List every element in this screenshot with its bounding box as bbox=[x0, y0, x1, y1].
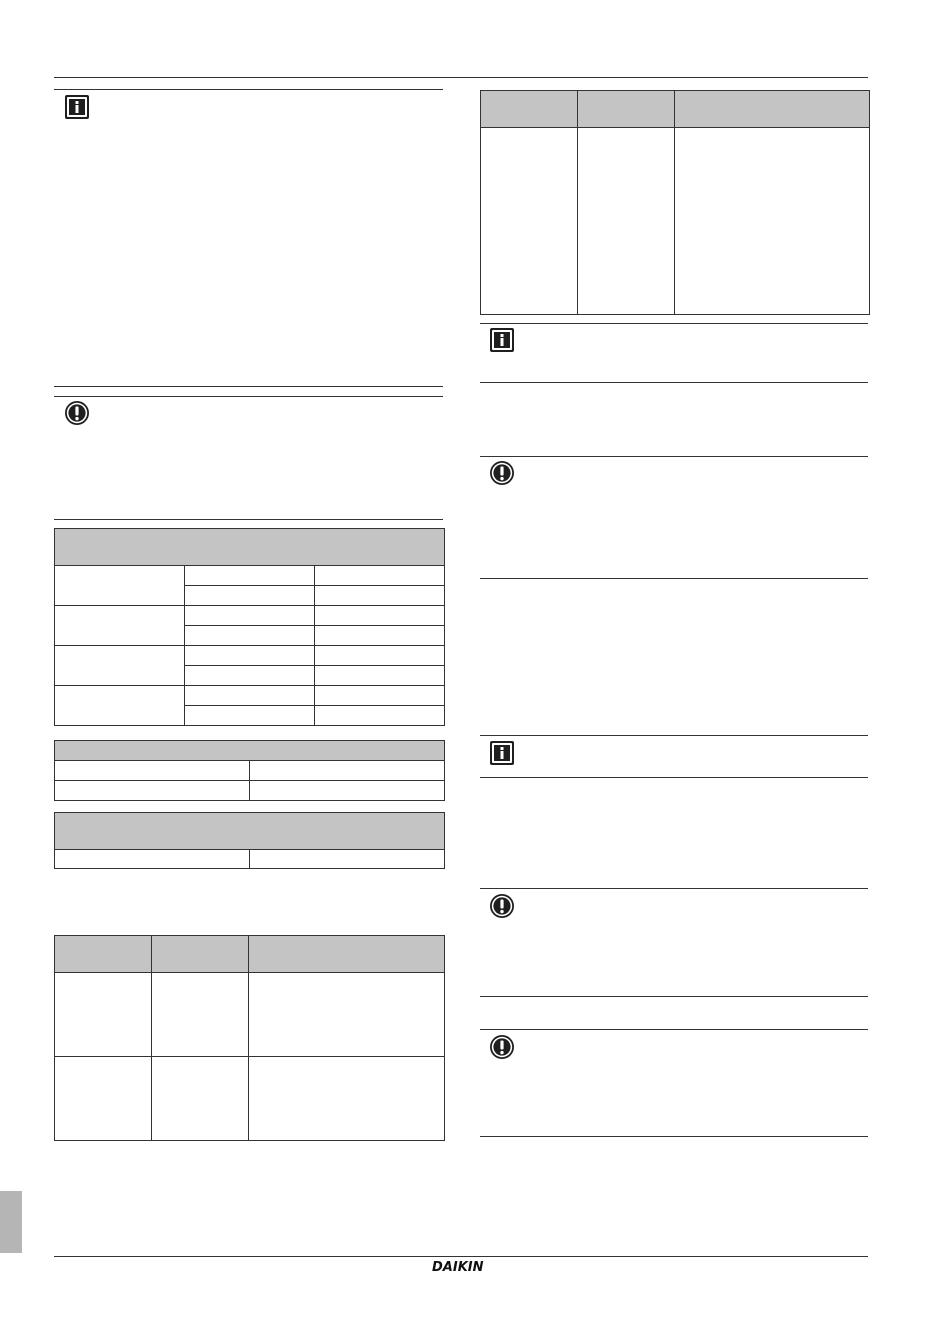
table-cell bbox=[55, 646, 185, 686]
table-cell bbox=[315, 706, 445, 726]
logo-text: DAIKIN bbox=[432, 1260, 484, 1274]
table-row bbox=[55, 850, 445, 869]
table-cell bbox=[55, 566, 185, 606]
exclamation-warning-icon bbox=[64, 400, 90, 426]
table-cell bbox=[152, 1057, 249, 1141]
table-cell bbox=[55, 761, 250, 781]
table-header-cell bbox=[152, 936, 249, 973]
table-row bbox=[55, 973, 445, 1057]
small-table-2 bbox=[54, 812, 445, 869]
table-cell bbox=[185, 666, 315, 686]
info-note-bottom-rule bbox=[480, 777, 868, 778]
table-cell bbox=[675, 128, 870, 315]
table-cell bbox=[315, 686, 445, 706]
daikin-logo-mark bbox=[431, 1258, 493, 1274]
table-cell bbox=[481, 128, 578, 315]
table-cell bbox=[55, 973, 152, 1057]
table-header-row bbox=[55, 741, 445, 761]
table-row bbox=[55, 686, 445, 706]
daikin-logo bbox=[431, 1258, 493, 1274]
small-table-1 bbox=[54, 740, 445, 801]
warning-note-bottom-rule bbox=[480, 578, 868, 579]
table-header-cell bbox=[55, 813, 445, 850]
table-cell bbox=[185, 606, 315, 626]
table-cell bbox=[185, 686, 315, 706]
warning-note-bottom-rule bbox=[480, 996, 868, 997]
info-icon bbox=[64, 94, 90, 120]
info-note-top-rule bbox=[480, 323, 868, 324]
table-header-row bbox=[55, 813, 445, 850]
warning-note-top-rule bbox=[480, 888, 868, 889]
table-cell bbox=[185, 566, 315, 586]
table-cell bbox=[55, 686, 185, 726]
table-cell bbox=[315, 666, 445, 686]
header-rule bbox=[54, 77, 868, 78]
table-header-cell bbox=[55, 936, 152, 973]
table-cell bbox=[315, 586, 445, 606]
table-header-cell bbox=[55, 529, 445, 566]
info-note-top-rule bbox=[54, 89, 443, 90]
table-header-cell bbox=[481, 91, 578, 128]
table-cell bbox=[185, 586, 315, 606]
info-icon bbox=[489, 327, 515, 353]
table-row bbox=[55, 606, 445, 626]
exclamation-warning-icon bbox=[489, 1034, 515, 1060]
table-cell bbox=[55, 1057, 152, 1141]
table-cell bbox=[55, 606, 185, 646]
table-cell bbox=[185, 626, 315, 646]
table-cell bbox=[578, 128, 675, 315]
warning-note-top-rule bbox=[480, 1029, 868, 1030]
table-row bbox=[55, 646, 445, 666]
table-cell bbox=[185, 706, 315, 726]
info-note-bottom-rule bbox=[54, 386, 443, 387]
footer-rule bbox=[54, 1256, 868, 1257]
table-cell bbox=[185, 646, 315, 666]
warning-note-top-rule bbox=[54, 396, 443, 397]
table-row bbox=[55, 761, 445, 781]
table-cell bbox=[315, 606, 445, 626]
table-header-cell bbox=[675, 91, 870, 128]
table-cell bbox=[315, 646, 445, 666]
table-header-cell bbox=[249, 936, 445, 973]
table-cell bbox=[315, 566, 445, 586]
info-note-bottom-rule bbox=[480, 382, 868, 383]
grouped-table bbox=[54, 528, 445, 726]
table-row bbox=[55, 1057, 445, 1141]
table-cell bbox=[55, 781, 250, 801]
table-header-cell bbox=[55, 741, 445, 761]
table-cell bbox=[315, 626, 445, 646]
table-cell bbox=[55, 850, 250, 869]
table-row bbox=[55, 566, 445, 586]
info-icon bbox=[489, 740, 515, 766]
table-cell bbox=[250, 850, 445, 869]
table-cell bbox=[250, 761, 445, 781]
exclamation-warning-icon bbox=[489, 893, 515, 919]
side-tab bbox=[0, 1191, 22, 1253]
table-cell bbox=[250, 781, 445, 801]
table-header-row bbox=[55, 936, 445, 973]
table-header-row bbox=[55, 529, 445, 566]
table-header-row bbox=[481, 91, 870, 128]
three-column-table-right bbox=[480, 90, 870, 315]
table-row bbox=[481, 128, 870, 315]
warning-note-bottom-rule bbox=[54, 519, 443, 520]
three-column-table-left bbox=[54, 935, 445, 1141]
warning-note-bottom-rule bbox=[480, 1136, 868, 1137]
table-header-cell bbox=[578, 91, 675, 128]
info-note-top-rule bbox=[480, 735, 868, 736]
table-cell bbox=[152, 973, 249, 1057]
table-cell bbox=[249, 1057, 445, 1141]
exclamation-warning-icon bbox=[489, 460, 515, 486]
table-row bbox=[55, 781, 445, 801]
warning-note-top-rule bbox=[480, 456, 868, 457]
table-cell bbox=[249, 973, 445, 1057]
